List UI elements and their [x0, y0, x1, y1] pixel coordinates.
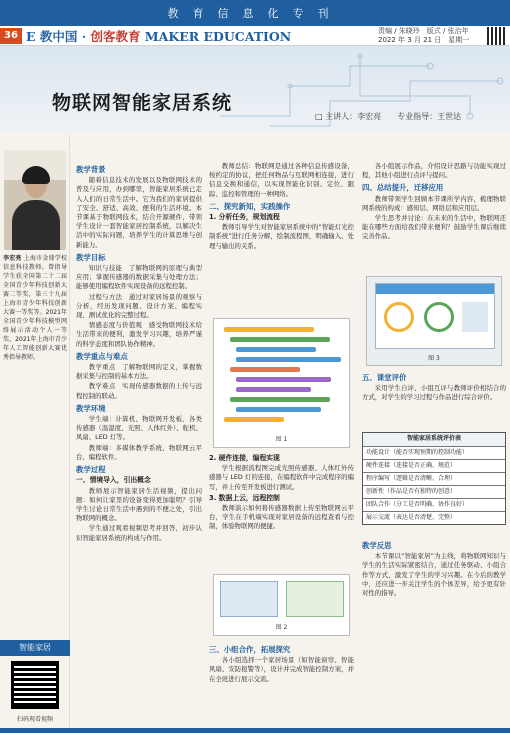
code-block — [236, 377, 331, 382]
issue-date: 2022 年 3 月 21 日 星期一 — [378, 36, 470, 44]
footer-rule — [0, 728, 510, 733]
subheading-intro: 一、情境导入，引出概念 — [76, 476, 151, 485]
para-task-1: 教师引导学生对智能家居系统中的“智能灯光控制系统”进行任务分解，绘制流程图，明确输入、处理与输出的关系。 — [209, 223, 354, 250]
author-name: 李宏亮 — [3, 255, 22, 262]
code-block — [236, 347, 316, 352]
heading-background: 教学背景 — [76, 165, 106, 174]
code-block — [236, 357, 341, 362]
page-number: 36 — [0, 28, 22, 44]
top-banner — [0, 0, 510, 26]
masthead-title — [26, 27, 291, 45]
heading-extension: 三、小组合作，拓展探究 — [209, 645, 291, 654]
para-goal-1: 知识与技能 了解物联网的原理与典型应用；掌握传感器的数据采集与处理方法；能够使用编程软件实现设备的远程控制。 — [76, 264, 202, 291]
table-row: 程序编写（逻辑是否清晰、合理） — [363, 472, 505, 485]
device-panel — [220, 581, 278, 617]
app-screenshot — [375, 283, 495, 349]
figure-2-caption: 图 2 — [275, 624, 288, 631]
figure-1 — [213, 318, 350, 448]
table-row: 团队合作（分工是否明确、协作良好） — [363, 498, 505, 511]
masthead-suffix: MAKER EDUCATION — [140, 29, 292, 44]
column-3-middle — [362, 370, 506, 404]
heading-key-points: 教学重点与难点 — [76, 351, 128, 361]
para-env-2: 教师端：多媒体教学系统、物联网云平台、编程软件。 — [76, 443, 202, 461]
heading-reflection: 教学反思 — [362, 541, 392, 550]
column-2-lower — [209, 452, 354, 533]
para-iot-definition: 教师总结：物联网是通过各种信息传感设备，按约定的协议，把任何物品与互联网相连接，进行信息交换和通信，以实现智能化识别、定位、跟踪、监控和管理的一种网络。 — [209, 162, 354, 198]
figure-3 — [366, 276, 502, 366]
para-background: 随着信息技术的发展以及物联网技术的普及与应用，办到哪里，智能家居系统已走入人们的日常生活中。它为我们的家居提供了安全、舒适、高效、便利的生活环境。本节课基于物联网技术，结合开源硬件，带领学生设计一套智能家居控制系统，以解决生活中的实际问题，培养学生的计算思维与创新能力。 — [76, 176, 202, 249]
para-key-2: 教学难点 实现传感器数据的上传与远程控制的联动。 — [76, 382, 202, 400]
table-row: 硬件连接（连接是否正确、规范） — [363, 459, 505, 472]
code-block — [236, 407, 321, 412]
heading-goals: 教学目标 — [76, 252, 106, 262]
heading-evaluation: 五、课堂评价 — [362, 373, 407, 382]
figure-2 — [213, 574, 350, 636]
table-row: 创新性（作品是否有独特的创意） — [363, 485, 505, 498]
author-bio-text: 上海市金鼎学校信息科技教师。曾指导学生获全国第二十二届全国青少年科技创新大赛二等奖，第三十九届上海市青少年科技创新大赛一等奖等。2021年全国青少年科技模型网络展示活动个人一等奖，2021年上海市青少年人工智能创新大赛优秀指导教师。 — [3, 255, 67, 361]
code-block — [224, 417, 284, 422]
subheading-task-3: 3. 数据上云，远程控制 — [209, 493, 280, 502]
heading-explore: 二、探究新知，实践操作 — [209, 201, 291, 211]
article-credits: □ 主讲人：李宏亮 专业指导：王世达 — [315, 112, 462, 121]
para-extension: 各小组选择一个家居场景（如智能窗帘、智能风扇、安防报警等），设计并完成智能控制方案，并在全班进行展示交流。 — [209, 656, 354, 683]
code-block — [230, 367, 300, 372]
issue-editors: 责编 / 朱晓玲 版式 / 张治年 — [378, 27, 469, 35]
video-qr-code[interactable] — [11, 661, 59, 709]
column-2-bottom — [209, 642, 354, 685]
app-tile — [424, 302, 454, 332]
app-tile — [384, 302, 414, 332]
photo-body — [12, 200, 60, 250]
masthead-prefix: E 教中国 · — [26, 29, 91, 44]
para-showcase: 各小组展示作品，介绍设计思路与功能实现过程，其他小组进行点评与提问。 — [362, 162, 506, 180]
para-summary-2: 学生思考并讨论：在未来的生活中，物联网还能在哪些方面给我们带来便利？鼓励学生课后继续完善作品。 — [362, 214, 506, 241]
topbar-text: 教育信息化专刊 — [167, 7, 343, 20]
code-block — [230, 397, 330, 402]
para-process-1: 教师展示智能家居生活视频，提出问题：如何让家里的设备变得更加聪明？引导学生讨论日常生活中遇到的不便之处，引出物联网的概念。 — [76, 486, 202, 523]
para-goal-3: 情感态度与价值观 感受物联网技术给生活带来的便利，激发学习兴趣，培养严谨的科学态度和团队协作精神。 — [76, 321, 202, 348]
device-panel — [286, 581, 344, 617]
qr-caption: 扫码观看视频 — [16, 716, 53, 723]
evaluation-table — [362, 432, 506, 525]
code-block — [236, 387, 311, 392]
table-row: 功能设计（能否实现预期的控制功能） — [363, 446, 505, 459]
heading-process: 教学过程 — [76, 465, 106, 475]
figure-3-caption: 图 3 — [428, 355, 440, 362]
issue-info — [378, 27, 469, 45]
para-evaluation: 采用学生自评、小组互评与教师评价相结合的方式，对学生的学习过程与作品进行综合评价。 — [362, 384, 506, 402]
heading-summary: 四、总结提升，迁移应用 — [362, 183, 444, 193]
para-env-1: 学生端：计算机、物联网开发板、各类传感器（温湿度、光照、人体红外）、舵机、风扇、LED 灯等。 — [76, 415, 202, 442]
table-title: 智能家居系统评价表 — [363, 433, 505, 446]
column-3-bottom — [362, 538, 506, 599]
para-summary-1: 教师带领学生回顾本节课所学内容，梳理物联网系统的构成：感知层、网络层和应用层。 — [362, 194, 506, 212]
header-qr-code[interactable] — [487, 27, 506, 45]
para-goal-2: 过程与方法 通过对家居场景的观察与分析，经历发现问题、设计方案、编程实现、测试优化的完整过程。 — [76, 292, 202, 320]
app-header — [376, 284, 494, 294]
para-process-2: 学生通过观看视频思考并回答，初步认识智能家居系统的构成与作用。 — [76, 524, 202, 542]
subheading-task-2: 2. 硬件连接，编程实现 — [209, 454, 280, 462]
table-row: 展示交流（表达是否清楚、完整） — [363, 511, 505, 524]
column-3 — [362, 162, 506, 243]
figure-1-caption: 图 1 — [275, 436, 288, 443]
para-task-2: 学生根据流程图完成光照传感器、人体红外传感器与 LED 灯的连接，在编程软件中完成程序的编写，并上传至开发板进行测试。 — [209, 464, 354, 491]
section-label: 智能家居 — [0, 640, 70, 656]
heading-environment: 教学环境 — [76, 403, 106, 413]
code-block — [230, 337, 330, 342]
article-title: 物联网智能家居系统 — [52, 92, 233, 114]
subheading-task-1: 1. 分析任务，规划流程 — [209, 213, 280, 222]
masthead-accent: 创客教育 — [90, 29, 141, 44]
author-photo — [4, 150, 66, 250]
code-block — [224, 327, 314, 332]
para-key-1: 教学重点 了解物联网的定义，掌握数据采集与控制的基本方法。 — [76, 363, 202, 381]
photo-hair — [22, 166, 50, 184]
para-reflection: 本节课以“智能家居”为主线，将物联网知识与学生的生活实际紧密结合，通过任务驱动、小组合作等方式，激发了学生的学习兴趣。在今后的教学中，还应进一步关注学生的个体差异，给予更有针对性的指导。 — [362, 552, 506, 598]
column-1 — [76, 162, 202, 544]
author-bio — [3, 254, 67, 362]
para-task-3: 教师演示如何将传感器数据上传至物联网云平台，学生在手机端实现对家居设备的远程查看与控制，体验物联网的便捷。 — [209, 504, 354, 531]
app-tile — [462, 302, 488, 332]
